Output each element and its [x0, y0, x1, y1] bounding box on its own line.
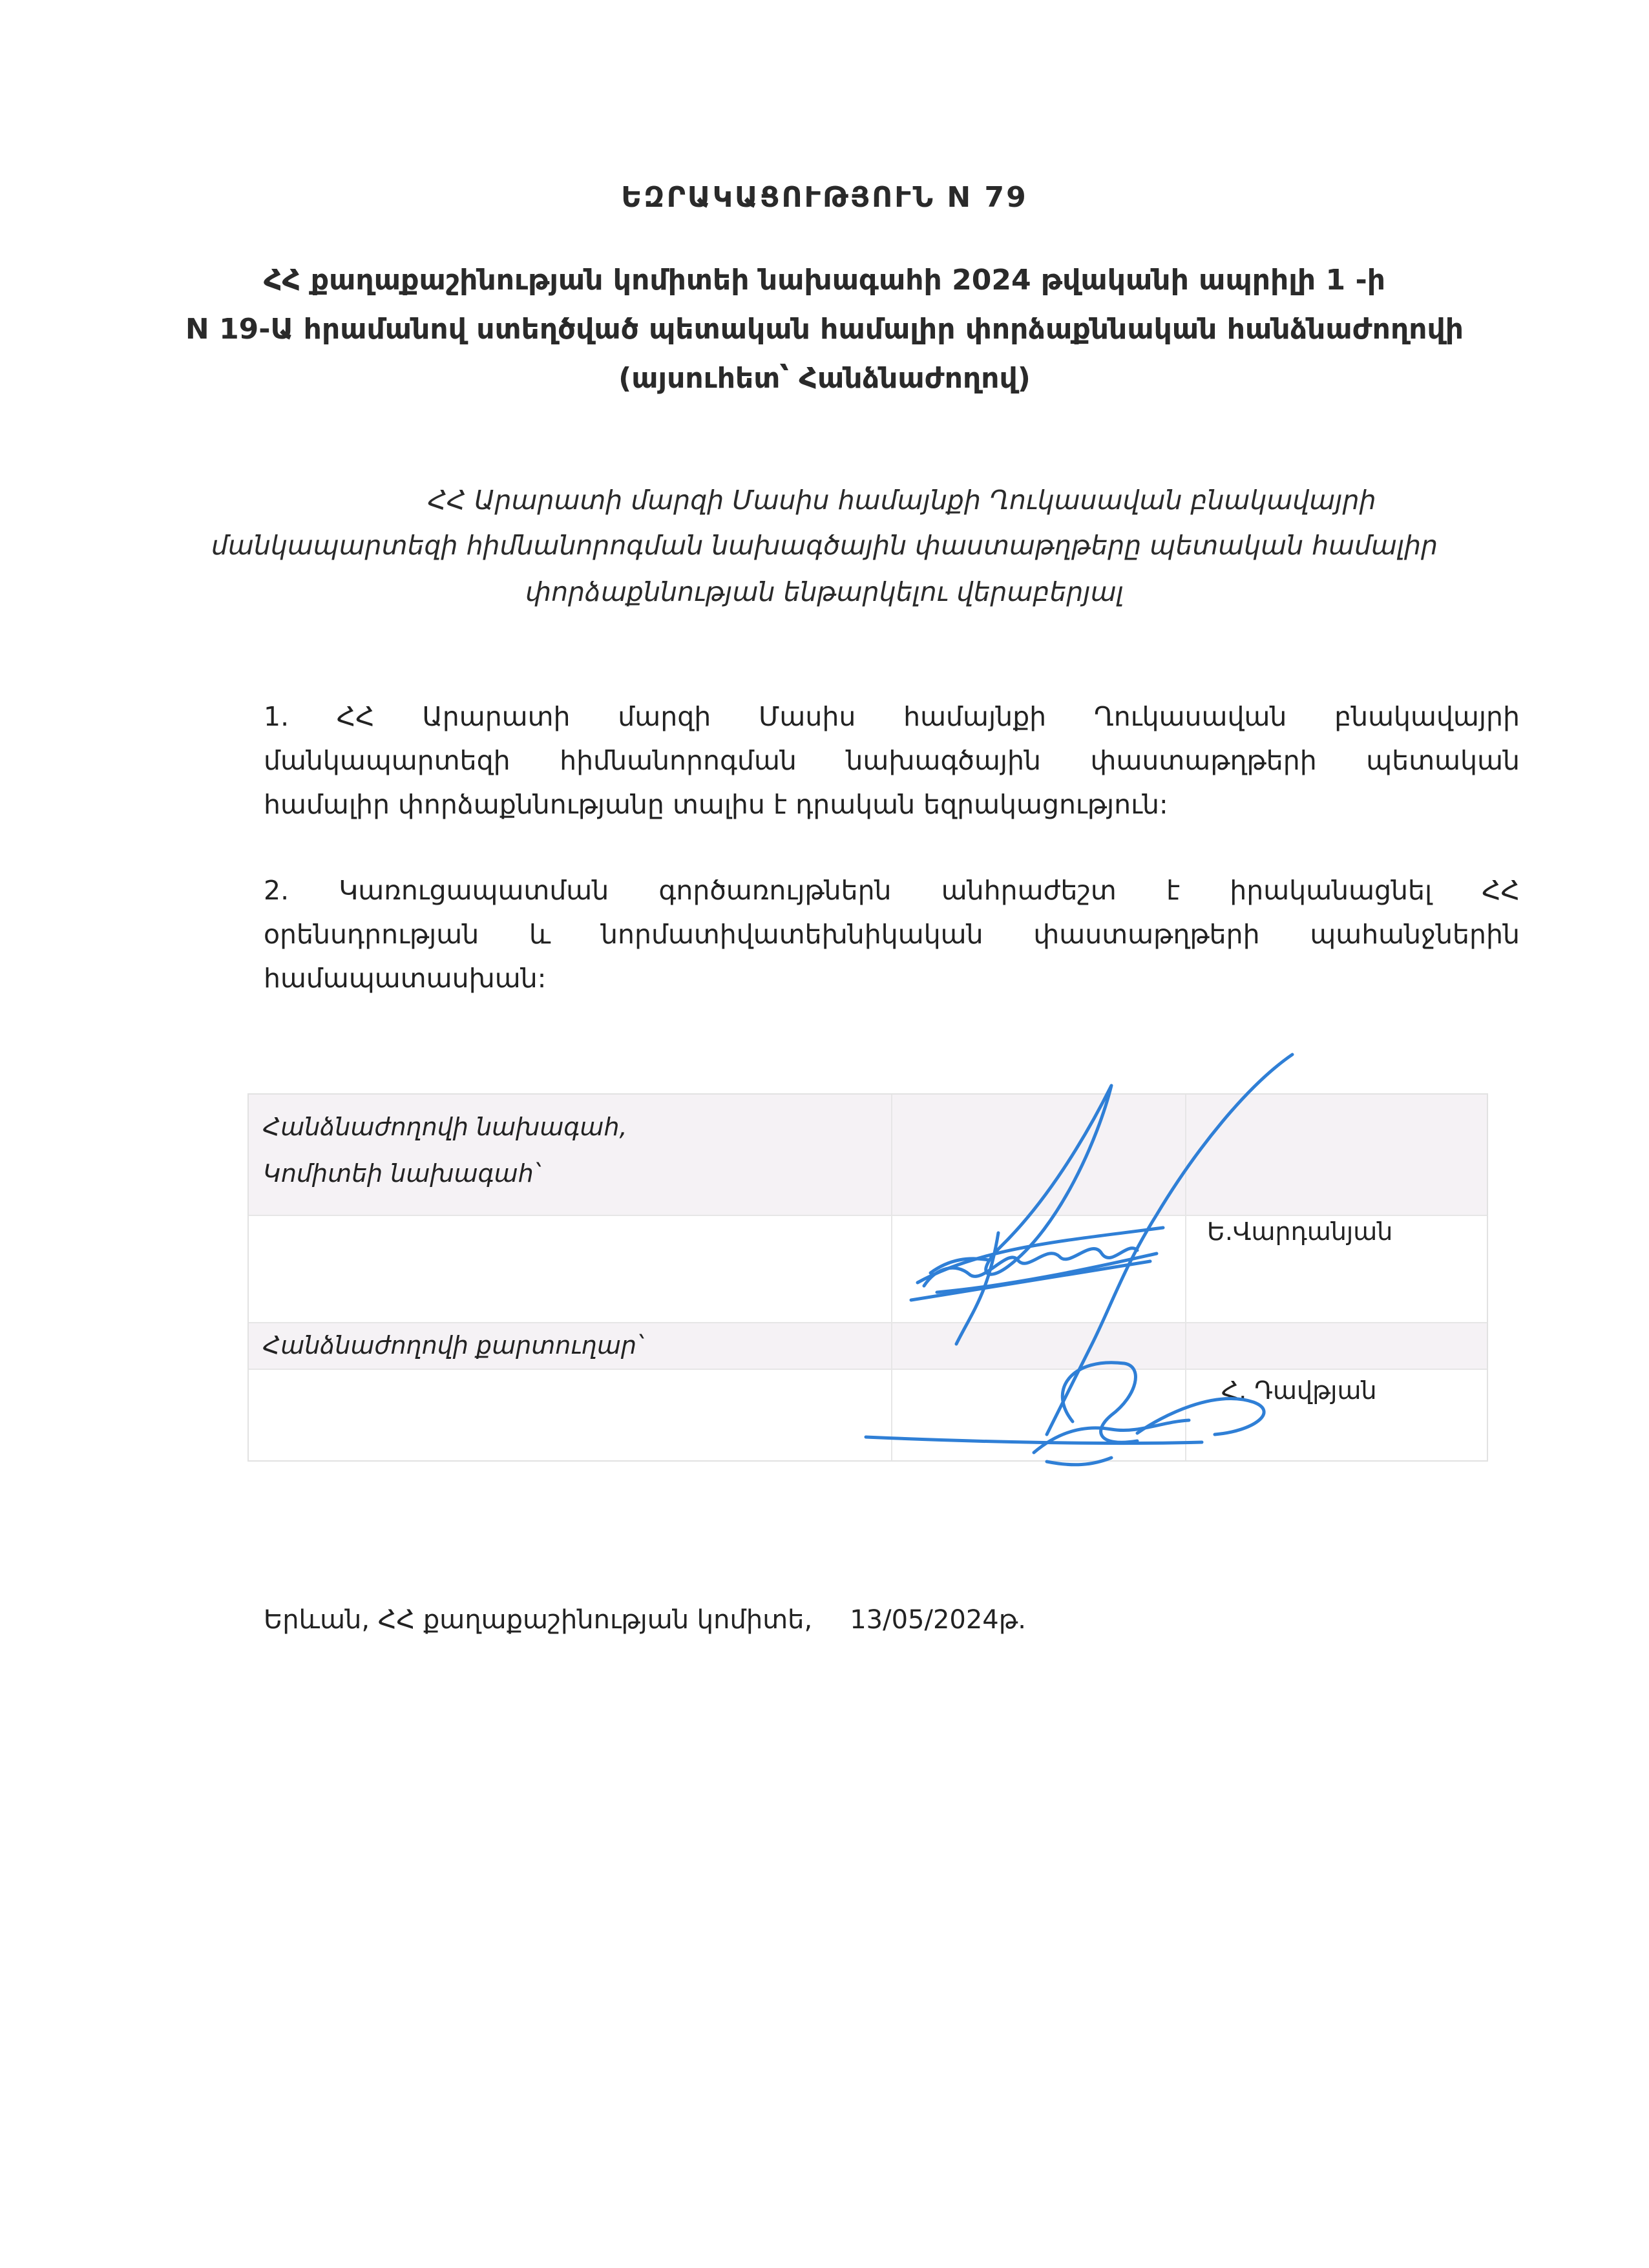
table-divider: [1185, 1095, 1186, 1460]
clause-1-line-2: մանկապարտեզի հիմնանորոգման նախագծային փաստաթղթերի պետական: [264, 745, 1520, 776]
clause-1-line-3: համալիր փորձաքննությանը տալիս է դրական եզրակացություն:: [264, 789, 1168, 820]
clause-1-line-1: 1. ՀՀ Արարատի մարզի Մասիս համայնքի Ղուկասավան բնակավայրի: [264, 701, 1520, 732]
secretary-name: Հ. Դավթյան: [1221, 1376, 1377, 1405]
heading-line-2: N 19-Ա հրամանով ստեղծված պետական համալիր փորձաքննական հանձնաժողովի: [185, 313, 1464, 346]
footer-date: 13/05/2024թ.: [850, 1605, 1026, 1635]
clause-2-line-1: 2. Կառուցապատման գործառույթներն անհրաժեշտ է իրականացնել ՀՀ: [264, 875, 1520, 906]
signature-table: [247, 1093, 1488, 1462]
footer-place: Երևան, ՀՀ քաղաքաշինության կոմիտե,: [264, 1605, 813, 1635]
table-divider: [249, 1369, 1487, 1370]
secretary-label: Հանձնաժողովի քարտուղար՝: [263, 1331, 643, 1360]
table-divider: [249, 1215, 1487, 1216]
clause-2-line-3: համապատասխան:: [264, 963, 547, 994]
clause-2-line-2: օրենսդրության և նորմատիվատեխնիկական փաստաթղթերի պահանջներին: [264, 919, 1520, 950]
heading-line-1: ՀՀ քաղաքաշինության կոմիտեի նախագահի 2024 թվականի ապրիլի 1 -ի: [264, 264, 1385, 297]
table-divider: [249, 1322, 1487, 1323]
subject-line-1: ՀՀ Արարատի մարզի Մասիս համայնքի Ղուկասավան բնակավայրի: [428, 485, 1376, 516]
document-title: ԵԶՐԱԿԱՑՈՒԹՅՈՒՆ N 79: [621, 181, 1028, 214]
table-divider: [891, 1095, 892, 1460]
subject-line-2: մանկապարտեզի հիմնանորոգման նախագծային փաստաթղթերը պետական համալիր: [211, 530, 1438, 561]
chair-label-line-2: Կոմիտեի նախագահ՝: [263, 1159, 540, 1188]
subject-line-3: փորձաքննության ենթարկելու վերաբերյալ: [525, 576, 1124, 607]
chair-label-line-1: Հանձնաժողովի նախագահ,: [263, 1113, 627, 1141]
chair-name: Ե.Վարդանյան: [1207, 1217, 1393, 1246]
footer: [264, 1605, 1026, 1635]
heading-line-3: (այսուհետ՝ Հանձնաժողով): [618, 362, 1031, 395]
